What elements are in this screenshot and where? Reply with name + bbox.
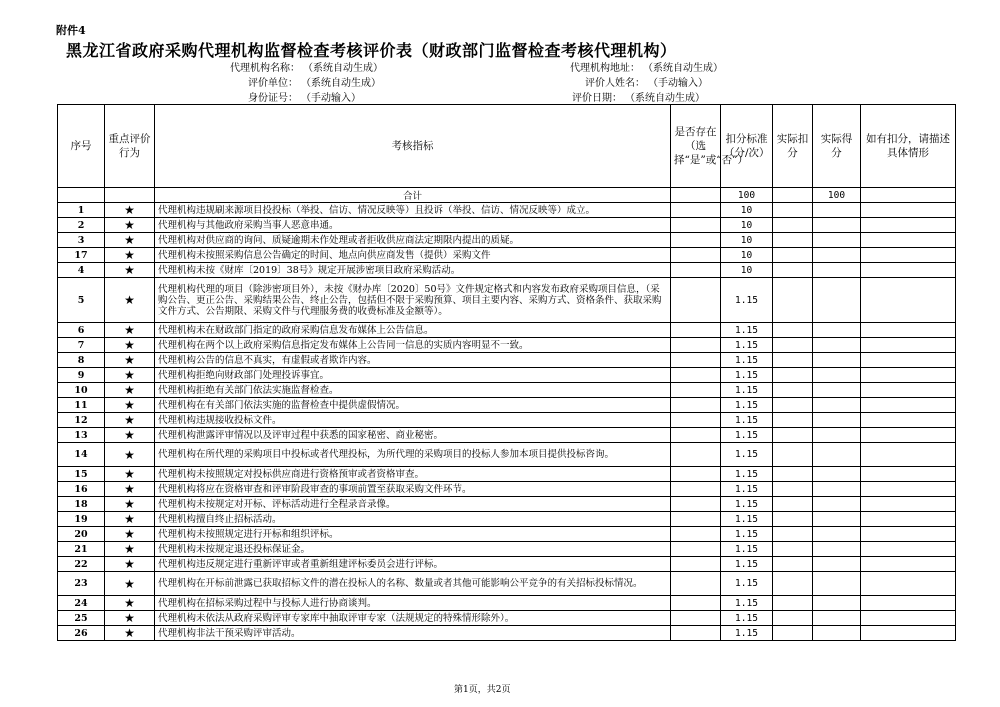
agency-name-value: （系统自动生成）	[308, 63, 383, 74]
points-value: 1.15	[721, 596, 773, 611]
exists-select[interactable]	[671, 443, 721, 467]
indicator-text: 代理机构在有关部门依法实施的监督检查中提供虚假情况。	[155, 398, 671, 413]
key-behavior-star-icon: ★	[105, 353, 155, 368]
indicator-text: 代理机构与其他政府采购当事人恶意串通。	[155, 218, 671, 233]
row-no: 10	[58, 383, 105, 398]
sum-score: 100	[813, 188, 861, 203]
evaluation-table	[57, 104, 956, 641]
header-no: 序号	[58, 105, 105, 188]
remark-input[interactable]	[861, 443, 956, 467]
points-value: 1.15	[721, 443, 773, 467]
table-row	[58, 527, 956, 542]
row-no: 3	[58, 233, 105, 248]
remark-input[interactable]	[861, 203, 956, 218]
exists-select[interactable]	[671, 611, 721, 626]
indicator-text: 代理机构违反规定进行重新评审或者重新组建评标委员会进行评标。	[155, 557, 671, 572]
points-value: 10	[721, 233, 773, 248]
key-behavior-star-icon: ★	[105, 413, 155, 428]
table-row	[58, 596, 956, 611]
remark-input[interactable]	[861, 413, 956, 428]
id-value[interactable]: （手动输入）	[306, 93, 361, 104]
header-score: 实际得分	[813, 105, 861, 188]
key-behavior-star-icon: ★	[105, 572, 155, 596]
sum-points: 100	[721, 188, 773, 203]
key-behavior-star-icon: ★	[105, 248, 155, 263]
row-no: 8	[58, 353, 105, 368]
key-behavior-star-icon: ★	[105, 263, 155, 278]
score-input[interactable]	[813, 482, 861, 497]
agency-location-label: 代理机构地址：	[570, 63, 640, 74]
row-no: 1	[58, 203, 105, 218]
evaluator-name-field	[585, 74, 708, 89]
header-exists: 是否存在（选择“是”或“否”）	[671, 105, 721, 188]
score-input[interactable]	[813, 248, 861, 263]
exists-select[interactable]	[671, 497, 721, 512]
indicator-text: 代理机构泄露评审情况以及评审过程中获悉的国家秘密、商业秘密。	[155, 428, 671, 443]
remark-input[interactable]	[861, 248, 956, 263]
deducted-input[interactable]	[773, 353, 813, 368]
sum-key-cell	[105, 188, 155, 203]
points-value: 1.15	[721, 626, 773, 641]
table-row	[58, 368, 956, 383]
score-input[interactable]	[813, 263, 861, 278]
deducted-input[interactable]	[773, 542, 813, 557]
row-no: 21	[58, 542, 105, 557]
exists-select[interactable]	[671, 323, 721, 338]
exists-select[interactable]	[671, 413, 721, 428]
remark-input[interactable]	[861, 572, 956, 596]
evaluator-unit-value: （系统自动生成）	[306, 78, 381, 89]
indicator-text: 代理机构非法干预采购评审活动。	[155, 626, 671, 641]
table-row	[58, 572, 956, 596]
table-row	[58, 353, 956, 368]
score-input[interactable]	[813, 443, 861, 467]
row-no: 22	[58, 557, 105, 572]
score-input[interactable]	[813, 383, 861, 398]
remark-input[interactable]	[861, 338, 956, 353]
remark-input[interactable]	[861, 557, 956, 572]
points-value: 1.15	[721, 323, 773, 338]
remark-input[interactable]	[861, 368, 956, 383]
table-row	[58, 467, 956, 482]
agency-location-value: （系统自动生成）	[648, 63, 723, 74]
row-no: 24	[58, 596, 105, 611]
remark-input[interactable]	[861, 482, 956, 497]
header-points: 扣分标准（分/次）	[721, 105, 773, 188]
evaluator-name-label: 评价人姓名：	[585, 78, 645, 89]
indicator-text: 代理机构未按照采购信息公告确定的时间、地点向供应商发售（提供）采购文件	[155, 248, 671, 263]
deducted-input[interactable]	[773, 383, 813, 398]
table-row	[58, 443, 956, 467]
remark-input[interactable]	[861, 323, 956, 338]
indicator-text: 代理机构未在财政部门指定的政府采购信息发布媒体上公告信息。	[155, 323, 671, 338]
key-behavior-star-icon: ★	[105, 218, 155, 233]
table-row	[58, 233, 956, 248]
table-row	[58, 557, 956, 572]
table-row	[58, 218, 956, 233]
score-input[interactable]	[813, 611, 861, 626]
header-deducted: 实际扣分	[773, 105, 813, 188]
remark-input[interactable]	[861, 263, 956, 278]
indicator-text: 代理机构未依法从政府采购评审专家库中抽取评审专家（法规规定的特殊情形除外）。	[155, 611, 671, 626]
sum-deducted-cell	[773, 188, 813, 203]
remark-input[interactable]	[861, 278, 956, 323]
points-value: 10	[721, 263, 773, 278]
deducted-input[interactable]	[773, 413, 813, 428]
score-input[interactable]	[813, 428, 861, 443]
header-indicator: 考核指标	[155, 105, 671, 188]
points-value: 1.15	[721, 428, 773, 443]
score-input[interactable]	[813, 218, 861, 233]
table-row	[58, 323, 956, 338]
key-behavior-star-icon: ★	[105, 323, 155, 338]
date-value: （系统自动生成）	[630, 93, 705, 104]
page-footer: 第1页，共2页	[454, 685, 511, 695]
score-input[interactable]	[813, 323, 861, 338]
points-value: 1.15	[721, 368, 773, 383]
points-value: 1.15	[721, 467, 773, 482]
exists-select[interactable]	[671, 233, 721, 248]
key-behavior-star-icon: ★	[105, 557, 155, 572]
points-value: 1.15	[721, 542, 773, 557]
table-row	[58, 497, 956, 512]
sum-remark-cell	[861, 188, 956, 203]
deducted-input[interactable]	[773, 323, 813, 338]
remark-input[interactable]	[861, 353, 956, 368]
exists-select[interactable]	[671, 626, 721, 641]
key-behavior-star-icon: ★	[105, 203, 155, 218]
points-value: 1.15	[721, 338, 773, 353]
deducted-input[interactable]	[773, 368, 813, 383]
indicator-text: 代理机构对供应商的询问、质疑逾期未作处理或者拒收供应商法定期限内提出的质疑。	[155, 233, 671, 248]
key-behavior-star-icon: ★	[105, 626, 155, 641]
remark-input[interactable]	[861, 428, 956, 443]
agency-location-field	[570, 59, 723, 74]
sum-label: 合计	[155, 188, 671, 203]
points-value: 1.15	[721, 557, 773, 572]
key-behavior-star-icon: ★	[105, 278, 155, 323]
deducted-input[interactable]	[773, 527, 813, 542]
table-row	[58, 398, 956, 413]
remark-input[interactable]	[861, 383, 956, 398]
key-behavior-star-icon: ★	[105, 338, 155, 353]
exists-select[interactable]	[671, 278, 721, 323]
exists-select[interactable]	[671, 542, 721, 557]
exists-select[interactable]	[671, 338, 721, 353]
indicator-text: 代理机构擅自终止招标活动。	[155, 512, 671, 527]
indicator-text: 代理机构未按《财库〔2019〕38号》规定开展涉密项目政府采购活动。	[155, 263, 671, 278]
indicator-text: 代理机构代理的项目（除涉密项目外），未按《财办库〔2020〕50号》文件规定格式和内容发布政府采购项目信息，（采购公告、更正公告、采购结果公告、终止公告，包括但不限于采购预算、项目主要内容、采购方式、资格条件、获取采购文件方式、公告期限、采购文件与代理服务费的收费标准及金额等）。	[155, 278, 671, 323]
deducted-input[interactable]	[773, 572, 813, 596]
table-row	[58, 248, 956, 263]
score-input[interactable]	[813, 338, 861, 353]
exists-select[interactable]	[671, 248, 721, 263]
exists-select[interactable]	[671, 368, 721, 383]
key-behavior-star-icon: ★	[105, 368, 155, 383]
score-input[interactable]	[813, 512, 861, 527]
deducted-input[interactable]	[773, 248, 813, 263]
indicator-text: 代理机构在两个以上政府采购信息指定发布媒体上公告同一信息的实质内容明显不一致。	[155, 338, 671, 353]
key-behavior-star-icon: ★	[105, 443, 155, 467]
exists-select[interactable]	[671, 482, 721, 497]
exists-select[interactable]	[671, 218, 721, 233]
indicator-text: 代理机构未按照规定进行开标和组织评标。	[155, 527, 671, 542]
table-row	[58, 203, 956, 218]
score-input[interactable]	[813, 368, 861, 383]
page-title: 黑龙江省政府采购代理机构监督检查考核评价表（财政部门监督检查考核代理机构）	[66, 41, 677, 60]
score-input[interactable]	[813, 572, 861, 596]
indicator-text: 代理机构在开标前泄露已获取招标文件的潜在投标人的名称、数量或者其他可能影响公平竞争的有关招标投标情况。	[155, 572, 671, 596]
evaluator-name-value[interactable]: （手动输入）	[653, 78, 708, 89]
sum-exists-cell	[671, 188, 721, 203]
indicator-text: 代理机构将应在资格审查和评审阶段审查的事项前置至获取采购文件环节。	[155, 482, 671, 497]
key-behavior-star-icon: ★	[105, 398, 155, 413]
sum-no-cell	[58, 188, 105, 203]
points-value: 1.15	[721, 482, 773, 497]
deducted-input[interactable]	[773, 443, 813, 467]
row-no: 18	[58, 497, 105, 512]
remark-input[interactable]	[861, 596, 956, 611]
deducted-input[interactable]	[773, 218, 813, 233]
key-behavior-star-icon: ★	[105, 611, 155, 626]
deducted-input[interactable]	[773, 278, 813, 323]
table-row	[58, 383, 956, 398]
key-behavior-star-icon: ★	[105, 596, 155, 611]
score-input[interactable]	[813, 467, 861, 482]
row-no: 14	[58, 443, 105, 467]
row-no: 12	[58, 413, 105, 428]
score-input[interactable]	[813, 278, 861, 323]
row-no: 11	[58, 398, 105, 413]
date-field	[572, 89, 705, 104]
key-behavior-star-icon: ★	[105, 542, 155, 557]
header-key-behavior: 重点评价行为	[105, 105, 155, 188]
points-value: 1.15	[721, 512, 773, 527]
score-input[interactable]	[813, 527, 861, 542]
table-row	[58, 611, 956, 626]
key-behavior-star-icon: ★	[105, 383, 155, 398]
remark-input[interactable]	[861, 218, 956, 233]
points-value: 1.15	[721, 413, 773, 428]
points-value: 1.15	[721, 278, 773, 323]
row-no: 5	[58, 278, 105, 323]
deducted-input[interactable]	[773, 467, 813, 482]
table-row	[58, 512, 956, 527]
remark-input[interactable]	[861, 512, 956, 527]
exists-select[interactable]	[671, 557, 721, 572]
deducted-input[interactable]	[773, 263, 813, 278]
id-field	[248, 89, 361, 104]
points-value: 1.15	[721, 383, 773, 398]
key-behavior-star-icon: ★	[105, 482, 155, 497]
deducted-input[interactable]	[773, 626, 813, 641]
row-no: 7	[58, 338, 105, 353]
score-input[interactable]	[813, 557, 861, 572]
score-input[interactable]	[813, 596, 861, 611]
header-row	[58, 105, 956, 188]
row-no: 16	[58, 482, 105, 497]
remark-input[interactable]	[861, 233, 956, 248]
exists-select[interactable]	[671, 383, 721, 398]
row-no: 19	[58, 512, 105, 527]
table-row	[58, 278, 956, 323]
row-no: 20	[58, 527, 105, 542]
remark-input[interactable]	[861, 611, 956, 626]
indicator-text: 代理机构违规刷来源项目投投标（举投、信访、情况反映等）且投诉（举投、信访、情况反映等）成立。	[155, 203, 671, 218]
table-row	[58, 428, 956, 443]
table-row	[58, 542, 956, 557]
row-no: 13	[58, 428, 105, 443]
points-value: 1.15	[721, 353, 773, 368]
score-input[interactable]	[813, 203, 861, 218]
exists-select[interactable]	[671, 512, 721, 527]
indicator-text: 代理机构违规接收投标文件。	[155, 413, 671, 428]
header-remark: 如有扣分，请描述具体情形	[861, 105, 956, 188]
exists-select[interactable]	[671, 263, 721, 278]
row-no: 9	[58, 368, 105, 383]
points-value: 1.15	[721, 497, 773, 512]
indicator-text: 代理机构拒绝有关部门依法实施监督检查。	[155, 383, 671, 398]
deducted-input[interactable]	[773, 203, 813, 218]
deducted-input[interactable]	[773, 398, 813, 413]
deducted-input[interactable]	[773, 428, 813, 443]
remark-input[interactable]	[861, 467, 956, 482]
remark-input[interactable]	[861, 542, 956, 557]
remark-input[interactable]	[861, 527, 956, 542]
remark-input[interactable]	[861, 497, 956, 512]
key-behavior-star-icon: ★	[105, 233, 155, 248]
row-no: 17	[58, 248, 105, 263]
points-value: 10	[721, 203, 773, 218]
deducted-input[interactable]	[773, 482, 813, 497]
exists-select[interactable]	[671, 527, 721, 542]
points-value: 1.15	[721, 527, 773, 542]
deducted-input[interactable]	[773, 338, 813, 353]
deducted-input[interactable]	[773, 557, 813, 572]
evaluator-unit-field	[248, 74, 381, 89]
exists-select[interactable]	[671, 398, 721, 413]
exists-select[interactable]	[671, 572, 721, 596]
points-value: 1.15	[721, 398, 773, 413]
table-row	[58, 482, 956, 497]
sum-row	[58, 188, 956, 203]
table-row	[58, 626, 956, 641]
row-no: 6	[58, 323, 105, 338]
row-no: 2	[58, 218, 105, 233]
key-behavior-star-icon: ★	[105, 428, 155, 443]
points-value: 10	[721, 248, 773, 263]
row-no: 26	[58, 626, 105, 641]
score-input[interactable]	[813, 398, 861, 413]
exists-select[interactable]	[671, 203, 721, 218]
deducted-input[interactable]	[773, 611, 813, 626]
indicator-text: 代理机构在所代理的采购项目中投标或者代理投标，为所代理的采购项目的投标人参加本项目提供投标咨询。	[155, 443, 671, 467]
agency-name-field	[230, 59, 383, 74]
row-no: 25	[58, 611, 105, 626]
score-input[interactable]	[813, 626, 861, 641]
row-no: 15	[58, 467, 105, 482]
score-input[interactable]	[813, 413, 861, 428]
score-input[interactable]	[813, 353, 861, 368]
exists-select[interactable]	[671, 353, 721, 368]
key-behavior-star-icon: ★	[105, 512, 155, 527]
evaluator-unit-label: 评价单位：	[248, 78, 298, 89]
row-no: 4	[58, 263, 105, 278]
key-behavior-star-icon: ★	[105, 527, 155, 542]
exists-select[interactable]	[671, 596, 721, 611]
points-value: 1.15	[721, 572, 773, 596]
score-input[interactable]	[813, 542, 861, 557]
score-input[interactable]	[813, 233, 861, 248]
attachment-label: 附件4	[56, 24, 86, 37]
indicator-text: 代理机构公告的信息不真实，有虚假或者欺诈内容。	[155, 353, 671, 368]
indicator-text: 代理机构未按规定对开标、评标活动进行全程录音录像。	[155, 497, 671, 512]
indicator-text: 代理机构在招标采购过程中与投标人进行协商谈判。	[155, 596, 671, 611]
indicator-text: 代理机构未按规定退还投标保证金。	[155, 542, 671, 557]
date-label: 评价日期：	[572, 93, 622, 104]
remark-input[interactable]	[861, 626, 956, 641]
id-label: 身份证号：	[248, 93, 298, 104]
exists-select[interactable]	[671, 467, 721, 482]
table-row	[58, 338, 956, 353]
exists-select[interactable]	[671, 428, 721, 443]
points-value: 1.15	[721, 611, 773, 626]
agency-name-label: 代理机构名称：	[230, 63, 300, 74]
row-no: 23	[58, 572, 105, 596]
deducted-input[interactable]	[773, 512, 813, 527]
deducted-input[interactable]	[773, 497, 813, 512]
deducted-input[interactable]	[773, 233, 813, 248]
points-value: 10	[721, 218, 773, 233]
table-row	[58, 413, 956, 428]
deducted-input[interactable]	[773, 596, 813, 611]
key-behavior-star-icon: ★	[105, 497, 155, 512]
score-input[interactable]	[813, 497, 861, 512]
key-behavior-star-icon: ★	[105, 467, 155, 482]
remark-input[interactable]	[861, 398, 956, 413]
indicator-text: 代理机构拒绝向财政部门处理投诉事宜。	[155, 368, 671, 383]
table-row	[58, 263, 956, 278]
indicator-text: 代理机构未按照规定对投标供应商进行资格预审或者资格审查。	[155, 467, 671, 482]
